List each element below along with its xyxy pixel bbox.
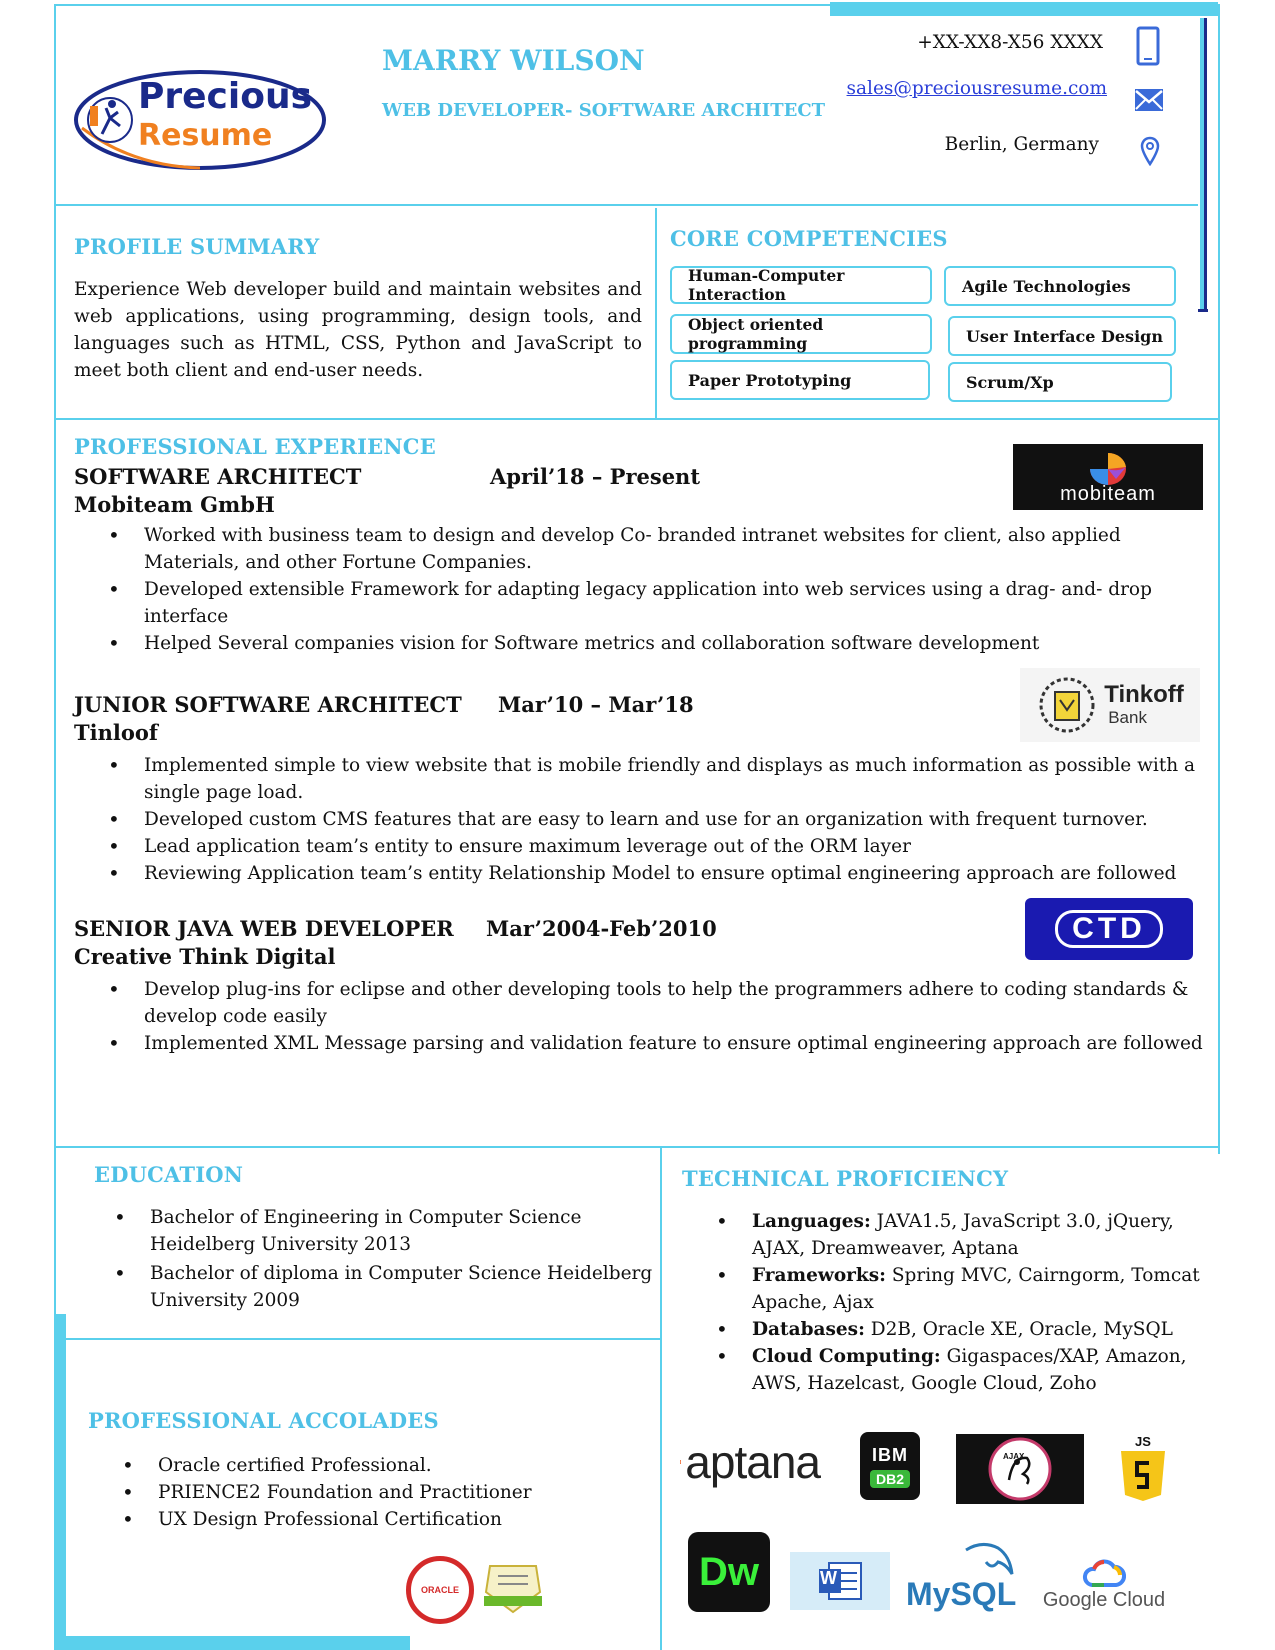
mysql-logo-text: MySQL <box>906 1576 1017 1612</box>
job-2-title: JUNIOR SOFTWARE ARCHITECT <box>74 692 462 717</box>
email-icon <box>1134 88 1164 116</box>
location-pin-icon <box>1140 136 1160 170</box>
competency-pill-2: Agile Technologies <box>944 266 1176 306</box>
js-shield-icon <box>1119 1449 1167 1503</box>
ajax-logo-text: AJAX <box>1003 1452 1025 1461</box>
accolades-side-bar <box>54 1314 66 1650</box>
oracle-badge-text: ORACLE <box>421 1585 459 1595</box>
contact-phone: +XX-XX8-X56 XXXX <box>917 32 1103 53</box>
dreamweaver-logo <box>688 1532 770 1612</box>
job-3-title: SENIOR JAVA WEB DEVELOPER <box>74 916 454 941</box>
list-item <box>80 1260 660 1314</box>
list-item: • Implemented simple to view website that is mobile friendly and displays as much information as possible with a single page load. <box>74 752 1204 806</box>
mid-divider-bottom <box>660 1148 662 1650</box>
word-logo-text: W <box>820 1568 837 1588</box>
tinkoff-logo-subtext: Bank <box>1108 707 1147 727</box>
core-competencies-heading: CORE COMPETENCIES <box>670 226 948 251</box>
experience-heading: PROFESSIONAL EXPERIENCE <box>74 434 436 459</box>
page-top-border <box>54 4 832 6</box>
job-3-dates: Mar’2004-Feb’2010 <box>486 916 717 941</box>
dreamweaver-logo-text: Dw <box>699 1549 759 1594</box>
education-school: Heidelberg University 2013 <box>150 1234 411 1255</box>
google-cloud-logo-text: Google Cloud <box>1042 1588 1166 1611</box>
education-degree: Bachelor of Engineering in Computer Science <box>150 1207 582 1228</box>
header-accent-bar <box>830 2 1218 16</box>
mobiteam-logo-text: mobiteam <box>1060 482 1156 505</box>
tech-value: JAVA1.5, JavaScript 3.0, jQuery, AJAX, Dreamweaver, Aptana <box>752 1211 1174 1259</box>
education-list <box>80 1204 660 1314</box>
list-item <box>682 1262 1202 1316</box>
brand-logo-text-2: Resume <box>138 118 273 153</box>
accolades-heading: PROFESSIONAL ACCOLADES <box>88 1408 439 1433</box>
list-item: • Develop plug-ins for eclipse and other developing tools to help the programmers adhere to coding standards & develop code easily <box>74 976 1204 1030</box>
aptana-mark-icon <box>680 1422 681 1502</box>
tech-value: D2B, Oracle XE, Oracle, MySQL <box>864 1319 1173 1340</box>
list-item: • Lead application team’s entity to ensure maximum leverage out of the ORM layer <box>74 833 1204 860</box>
google-cloud-logo <box>1034 1552 1174 1618</box>
brand-logo <box>72 68 332 172</box>
experience-bottom-rule <box>56 1146 1220 1148</box>
tinkoff-logo-text: Tinkoff <box>1104 681 1184 709</box>
mobiteam-logo-mark <box>1068 449 1148 487</box>
job-2-dates: Mar’10 – Mar’18 <box>498 692 694 717</box>
ibm-db2-logo <box>860 1432 920 1500</box>
competency-pill-1: Human-Computer Interaction <box>670 266 932 304</box>
technical-list <box>682 1208 1202 1397</box>
list-item: • Developed extensible Framework for adapting legacy application into web services using a drag- and- drop interface <box>74 576 1204 630</box>
mysql-logo <box>902 1540 1024 1616</box>
contact-location: Berlin, Germany <box>944 134 1099 155</box>
tinkoff-crest-icon <box>1036 674 1098 736</box>
job-2-company: Tinloof <box>74 720 158 745</box>
ajax-club-logo <box>956 1434 1084 1504</box>
job-1-company: Mobiteam GmbH <box>74 492 275 517</box>
list-item <box>682 1316 1202 1343</box>
brand-logo-text-1: Precious <box>138 76 313 117</box>
job-3-bullets <box>74 976 1204 1057</box>
contact-email-link[interactable]: sales@preciousresume.com <box>846 78 1107 99</box>
competency-pill-6: Scrum/Xp <box>948 362 1172 402</box>
mid-divider-top <box>655 208 657 418</box>
list-item: • Developed custom CMS features that are easy to learn and use for an organization with frequent turnover. <box>74 806 1204 833</box>
job-1-bullets <box>74 522 1204 657</box>
tech-value: Gigaspaces/XAP, Amazon, AWS, Hazelcast, Google Cloud, Zoho <box>752 1346 1187 1394</box>
tinkoff-logo <box>1020 668 1200 742</box>
competency-pill-5: Paper Prototyping <box>670 360 930 400</box>
competency-pill-4: User Interface Design <box>948 316 1176 356</box>
list-item <box>682 1208 1202 1262</box>
education-school: University 2009 <box>150 1290 300 1311</box>
experience-top-rule <box>56 418 1220 420</box>
list-item: • Helped Several companies vision for Software metrics and collaboration software development <box>74 630 1204 657</box>
list-item <box>682 1343 1202 1397</box>
right-border <box>1218 4 1220 1154</box>
education-heading: EDUCATION <box>94 1162 244 1187</box>
phone-icon <box>1136 26 1160 70</box>
profile-summary-heading: PROFILE SUMMARY <box>74 234 320 259</box>
list-item: • PRIENCE2 Foundation and Practitioner <box>88 1479 648 1506</box>
job-1-dates: April’18 – Present <box>490 464 701 489</box>
education-degree: Bachelor of diploma in Computer Science Heidelberg <box>150 1263 653 1284</box>
js-logo <box>1114 1432 1172 1504</box>
accolades-list <box>88 1452 648 1533</box>
competency-pill-3: Object oriented programming <box>670 314 932 354</box>
profile-summary-text: Experience Web developer build and maintain websites and web applications, using programming, design tools, and languages such as HTML, CSS, Python and JavaScript to meet both client and end-user needs. <box>74 279 642 381</box>
ctd-logo-text: CTD <box>1055 910 1163 948</box>
list-item <box>80 1204 660 1258</box>
oracle-certified-badge <box>406 1556 474 1624</box>
tech-label: Frameworks: <box>752 1265 886 1286</box>
db2-logo-text: DB2 <box>870 1470 910 1488</box>
ibm-logo-text: IBM <box>872 1444 908 1465</box>
list-item: • Implemented XML Message parsing and validation feature to ensure optimal engineering approach are followed <box>74 1030 1204 1057</box>
tech-label: Cloud Computing: <box>752 1346 941 1367</box>
aptana-logo <box>680 1418 820 1506</box>
technical-heading: TECHNICAL PROFICIENCY <box>682 1166 1009 1191</box>
tech-label: Databases: <box>752 1319 865 1340</box>
header-accent-dark <box>1204 18 1207 312</box>
accolades-bottom-bar <box>54 1636 410 1650</box>
education-bottom-rule <box>66 1338 660 1340</box>
header-accent-dark-bottom <box>1198 309 1208 312</box>
js-logo-text: JS <box>1135 1433 1151 1449</box>
aptana-logo-text: aptana <box>685 1436 820 1488</box>
ajax-crest-icon <box>987 1436 1053 1502</box>
list-item: • Oracle certified Professional. <box>88 1452 648 1479</box>
candidate-name: MARRY WILSON <box>382 44 645 77</box>
list-item: • Worked with business team to design and develop Co- branded intranet websites for client, also applied Materials, and other Fortune Companies. <box>74 522 1204 576</box>
tech-value: Spring MVC, Cairngorm, Tomcat Apache, Ajax <box>752 1265 1200 1313</box>
job-3-company: Creative Think Digital <box>74 944 336 969</box>
job-2-bullets <box>74 752 1204 887</box>
ms-word-logo <box>790 1552 890 1610</box>
list-item: • UX Design Professional Certification <box>88 1506 648 1533</box>
job-1-title: SOFTWARE ARCHITECT <box>74 464 362 489</box>
mobiteam-logo <box>1013 444 1203 510</box>
header-bottom-rule <box>56 204 1198 206</box>
certification-badge-icon <box>480 1562 546 1616</box>
ctd-logo <box>1025 898 1193 960</box>
google-cloud-icon <box>1082 1559 1126 1589</box>
list-item: • Reviewing Application team’s entity Relationship Model to ensure optimal engineering approach are followed <box>74 860 1204 887</box>
candidate-title: WEB DEVELOPER- SOFTWARE ARCHITECT <box>382 100 826 121</box>
tech-label: Languages: <box>752 1211 871 1232</box>
